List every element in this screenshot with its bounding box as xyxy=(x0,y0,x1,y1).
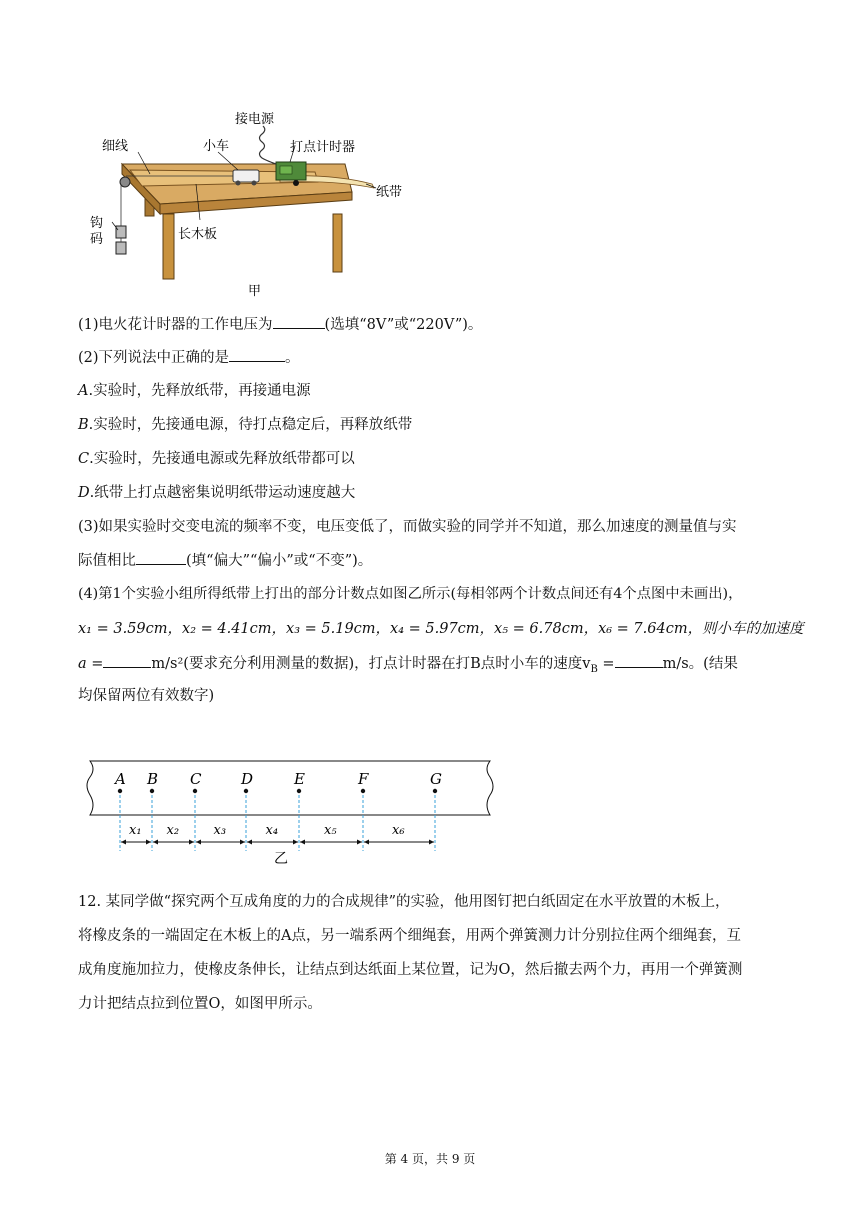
arrowhead xyxy=(357,840,362,845)
answer-blank xyxy=(273,314,325,329)
question-1: (1)电火花计时器的工作电压为 (选填“8V”或“220V”)。 xyxy=(78,314,482,335)
label-cart: 小车 xyxy=(203,139,230,154)
question-4-line1: (4)第1个实验小组所得纸带上打出的部分计数点如图乙所示(每相邻两个计数点间还有4个点图中未画出)， xyxy=(78,586,743,602)
tape-point-dot xyxy=(244,789,248,793)
label-hook2: 码 xyxy=(90,232,104,247)
tape-point-label: E xyxy=(294,770,305,788)
arrowhead xyxy=(300,840,305,845)
paper-tape-figure xyxy=(78,755,498,865)
tape-point-dot xyxy=(118,789,122,793)
arrowhead xyxy=(293,840,298,845)
arrowhead xyxy=(189,840,194,845)
question-4-line2: x₁ = 3.59cm，x₂ = 4.41cm，x₃ = 5.19cm，x₄ = 5.97cm，x₅ = 6.78cm，x₆ = 7.64cm，则小车的加速度 xyxy=(78,621,804,637)
arrowhead xyxy=(429,840,434,845)
label-string: 细线 xyxy=(102,139,129,154)
question-4-line3: a = m/s²(要求充分利用测量的数据)，打点计时器在打B点时小车的速度$v_B = m/s$。(结果 xyxy=(78,653,738,680)
segment-label: x₃ xyxy=(213,823,227,838)
tape-segments xyxy=(121,823,434,845)
arrowhead xyxy=(247,840,252,845)
segment-label: x₄ xyxy=(265,823,279,838)
label-power: 接电源 xyxy=(235,112,275,127)
label-timer: 打点计时器 xyxy=(290,140,356,155)
segment-label: x₁ xyxy=(129,823,142,838)
question-4-line4: 均保留两位有效数字) xyxy=(78,688,215,704)
question-3-line2: 际值相比 (填“偏大”“偏小”或“不变”)。 xyxy=(78,550,372,571)
tape-point-dot xyxy=(193,789,197,793)
arrowhead xyxy=(146,840,151,845)
option-d: D.纸带上打点越密集说明纸带运动速度越大 xyxy=(78,485,356,501)
arrowhead xyxy=(121,840,126,845)
label-tape: 纸带 xyxy=(376,185,403,200)
answer-blank xyxy=(136,550,186,565)
option-b: B.实验时，先接通电源，待打点稳定后，再释放纸带 xyxy=(78,417,413,433)
segment-label: x₅ xyxy=(324,823,337,838)
answer-blank xyxy=(229,347,285,362)
tape-point-label: B xyxy=(147,770,159,788)
label-hook1: 钩 xyxy=(90,216,104,231)
tape-point-dot xyxy=(297,789,301,793)
question-12-line1: 12. 某同学做“探究两个互成角度的力的合成规律”的实验，他用图钉把白纸固定在水平放置的木板上， xyxy=(78,894,730,910)
question-12-line3: 成角度施加拉力，使橡皮条伸长，让结点到达纸面上某位置，记为O，然后撤去两个力，再用一个弹簧测 xyxy=(78,962,743,978)
answer-blank xyxy=(103,653,151,668)
arrowhead xyxy=(153,840,158,845)
tape-point-dot xyxy=(361,789,365,793)
arrowhead xyxy=(240,840,245,845)
option-c: C.实验时，先接通电源或先释放纸带都可以 xyxy=(78,451,355,467)
tape-point-dot xyxy=(433,789,437,793)
tape-point-label: D xyxy=(241,770,254,788)
tape-point-label: C xyxy=(190,770,202,788)
figure2-caption: 乙 xyxy=(274,851,288,865)
tape-point-label: F xyxy=(358,770,369,788)
arrowhead xyxy=(364,840,369,845)
label-board: 长木板 xyxy=(178,227,218,242)
option-a: A.实验时，先释放纸带，再接通电源 xyxy=(78,383,311,399)
apparatus-figure xyxy=(90,104,420,304)
tape-point-dot xyxy=(150,789,154,793)
figure1-caption: 甲 xyxy=(248,284,262,299)
question-2: (2)下列说法中正确的是 。 xyxy=(78,347,300,368)
answer-blank xyxy=(615,653,663,668)
segment-label: x₆ xyxy=(392,823,405,838)
tape-point-label: A xyxy=(115,770,126,788)
question-12-line4: 力计把结点拉到位置O，如图甲所示。 xyxy=(78,996,322,1012)
arrowhead xyxy=(196,840,201,845)
question-3-line1: (3)如果实验时交变电流的频率不变，电压变低了，而做实验的同学并不知道，那么加速度的测量值与实 xyxy=(78,519,737,535)
tape-point-label: G xyxy=(430,770,442,788)
question-12-line2: 将橡皮条的一端固定在木板上的A点，另一端系两个细绳套，用两个弹簧测力计分别拉住两个细绳套，互 xyxy=(78,928,741,944)
page-footer: 第 4 页，共 9 页 xyxy=(384,1152,476,1166)
segment-label: x₂ xyxy=(166,823,180,838)
